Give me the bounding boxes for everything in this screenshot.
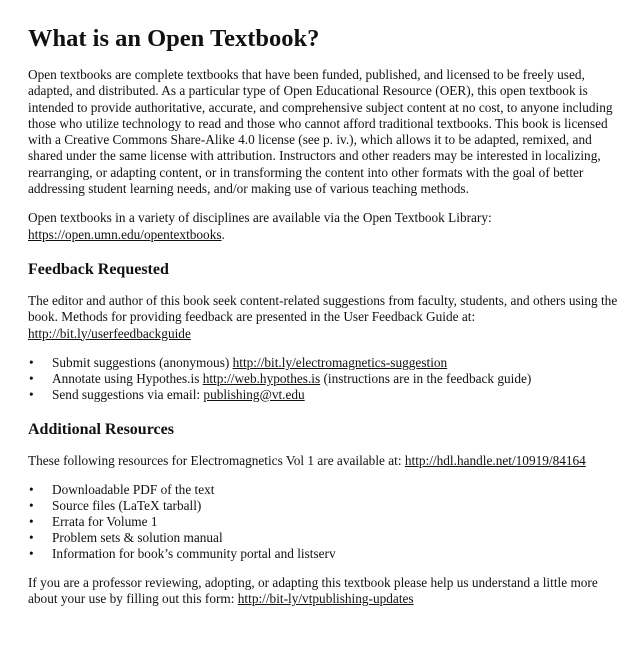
hypothesis-link[interactable]: http://web.hypothes.is [202, 370, 321, 386]
bullet: • [29, 498, 34, 514]
resources-heading: Additional Resources [28, 420, 174, 438]
list-item [28, 371, 623, 387]
item-text: Downloadable PDF of the text [52, 482, 215, 498]
closing-paragraph [28, 575, 623, 608]
resources-paragraph [28, 453, 623, 469]
list-item [28, 482, 623, 498]
suggestion-link[interactable]: http://bit.ly/electromagnetics-suggestion [232, 354, 448, 370]
bullet: • [29, 386, 34, 402]
closing-text: If you are a professor reviewing, adopting, or adapting this textbook please help us understand a little more about your use by filling out this form: [28, 575, 598, 607]
bullet: • [29, 514, 34, 530]
feedback-paragraph [28, 293, 623, 342]
item-after-text: (instructions are in the feedback guide) [320, 370, 532, 386]
list-item [28, 514, 623, 530]
intro-paragraph: Open textbooks are complete textbooks that have been funded, published, and licensed to be freely used, adapted, and distributed. As a particular type of Open Educational Resource (OER), this open textbook is intended to provide authoritative, accurate, and comprehensive subject content at no cost, to anyone including those who utilize technology to read and those who cannot afford traditional textbooks. This book is licensed with a Creative Commons Share-Alike 4.0 license (see p. iv.), which allows it to be adapted, remixed, and shared under the same license with attribution. Instructors and other readers may be interested in localizing, rearranging, or adapting content, or in transforming the content into other formats with the goal of better addressing student learning needs, and/or making use of various teaching methods. [28, 67, 613, 197]
bullet: • [29, 530, 34, 546]
bullet: • [29, 354, 34, 370]
item-text: Errata for Volume 1 [52, 514, 158, 530]
item-text: Send suggestions via email: [52, 386, 204, 402]
feedback-heading: Feedback Requested [28, 260, 169, 278]
library-period: . [221, 226, 225, 242]
bullet: • [29, 370, 34, 386]
email-link[interactable]: publishing@vt.edu [203, 386, 305, 402]
item-text: Submit suggestions (anonymous) [52, 354, 233, 370]
item-text: Problem sets & solution manual [52, 530, 223, 546]
feedback-text: The editor and author of this book seek content-related suggestions from faculty, students, and others using the book. Methods for providing feedback are presented in the User Feedback Guide at: [28, 292, 618, 325]
feedback-list [28, 355, 623, 403]
list-item [28, 355, 623, 371]
library-text: Open textbooks in a variety of disciplines are available via the Open Textbook Library: [28, 210, 492, 226]
list-item [28, 546, 623, 562]
user-feedback-guide-link[interactable]: http://bit.ly/userfeedbackguide [28, 325, 191, 341]
list-item [28, 530, 623, 546]
page-title: What is an Open Textbook? [28, 25, 320, 52]
item-text: Annotate using Hypothes.is [52, 370, 203, 386]
handle-link[interactable]: http://hdl.handle.net/10919/84164 [404, 452, 586, 468]
item-text: Source files (LaTeX tarball) [52, 498, 202, 514]
open-textbook-library-link[interactable]: https://open.umn.edu/opentextbooks [28, 226, 222, 242]
list-item [28, 498, 623, 514]
resources-text: These following resources for Electromagnetics Vol 1 are available at: [28, 452, 405, 468]
bullet: • [29, 482, 34, 498]
list-item [28, 387, 623, 403]
bullet: • [29, 546, 34, 562]
updates-form-link[interactable]: http://bit-ly/vtpublishing-updates [237, 591, 414, 607]
resources-list [28, 482, 623, 562]
item-text: Information for book’s community portal and listserv [52, 546, 336, 562]
library-paragraph [28, 210, 623, 243]
